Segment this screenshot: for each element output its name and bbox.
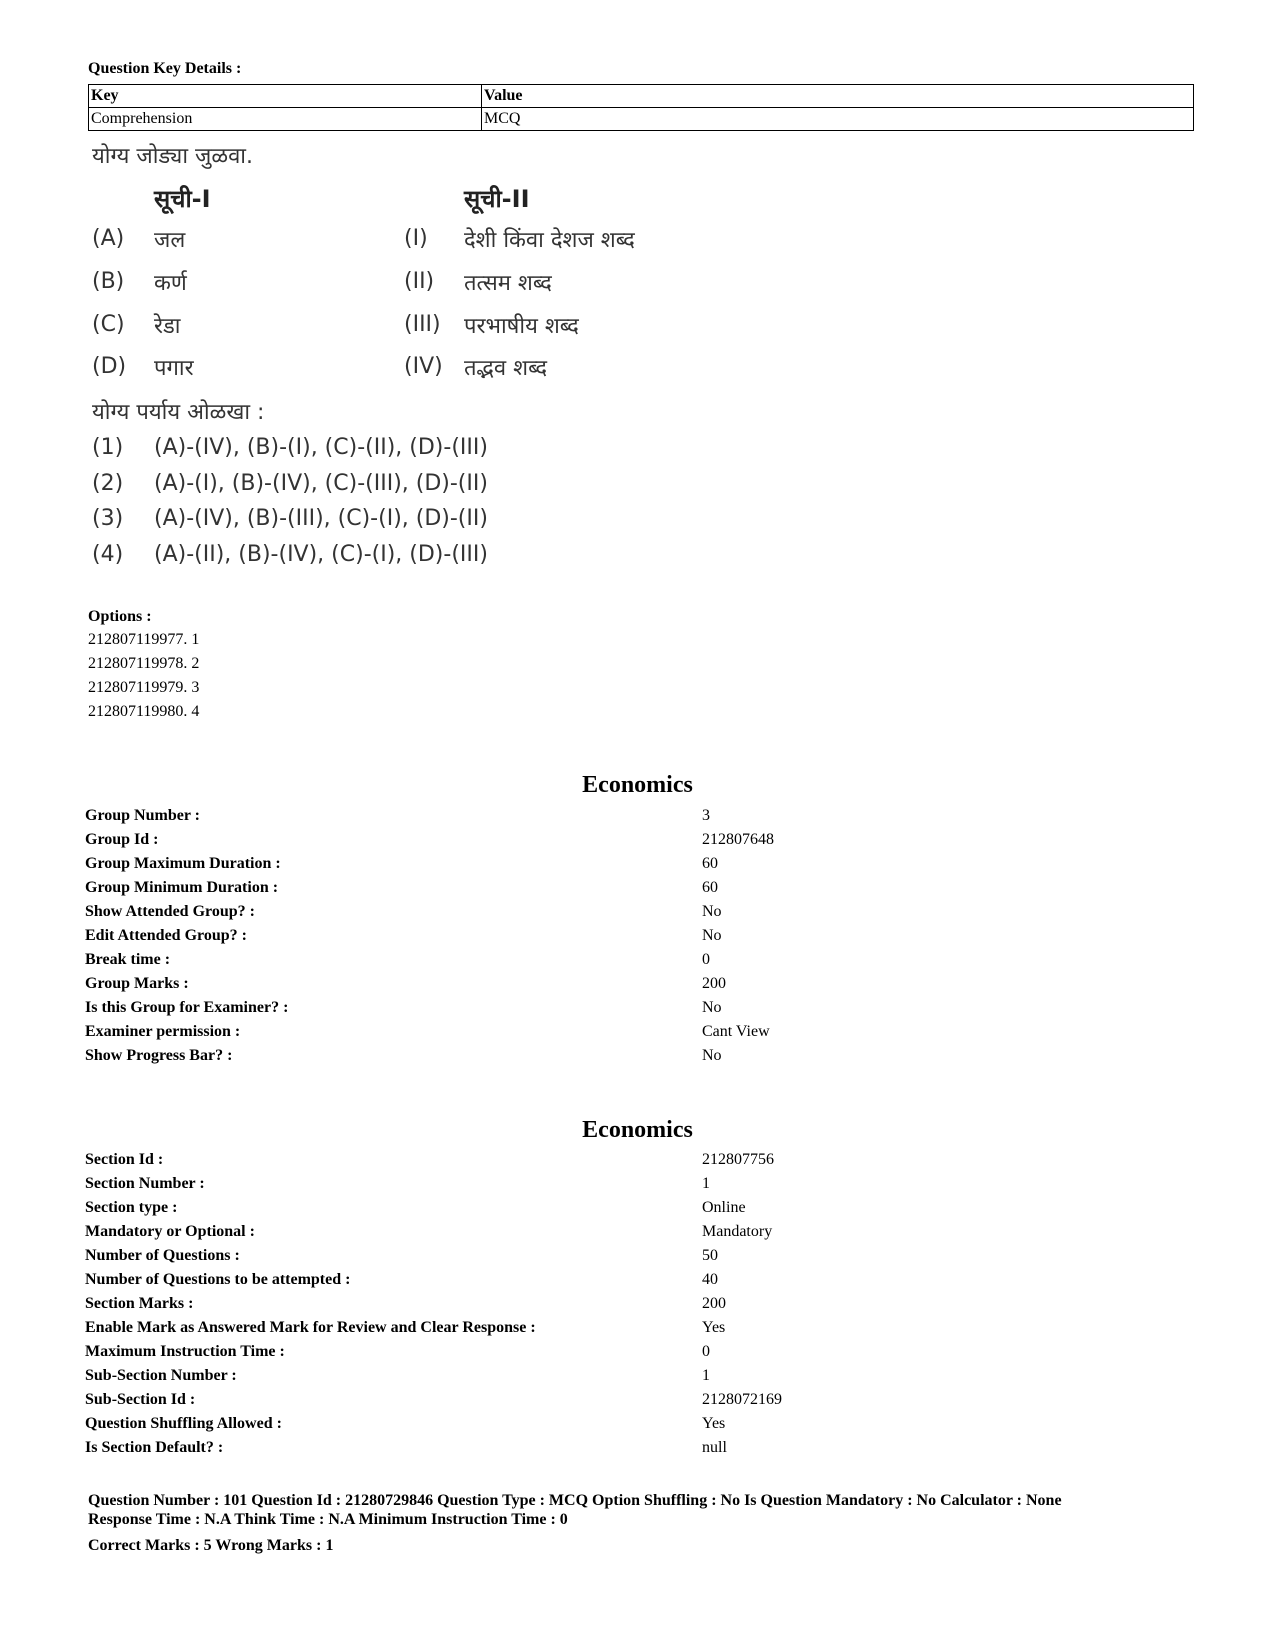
group-key: Break time : — [85, 951, 171, 968]
group-value: No — [702, 903, 722, 920]
pair-label-iii: (III) — [404, 312, 441, 337]
section-value: 0 — [702, 1343, 710, 1360]
section-value: Yes — [702, 1415, 726, 1432]
question-meta-line-2: Response Time : N.A Think Time : N.A Minimum Instruction Time : 0 — [88, 1511, 568, 1528]
table-header-value: Value — [482, 85, 1194, 108]
question-instruction: योग्य जोड्या जुळवा. — [92, 144, 253, 169]
section-title: Economics — [582, 1117, 693, 1143]
section-key: Mandatory or Optional : — [85, 1223, 255, 1240]
group-value: 60 — [702, 879, 718, 896]
section-value: 1 — [702, 1175, 710, 1192]
pair-label-c: (C) — [92, 312, 125, 337]
group-key: Show Attended Group? : — [85, 903, 255, 920]
group-value: Cant View — [702, 1023, 770, 1040]
table-cell-value: MCQ — [482, 108, 1194, 131]
list-2-title: सूची-II — [464, 185, 530, 213]
group-value: 212807648 — [702, 831, 774, 848]
section-key: Enable Mark as Answered Mark for Review and Clear Response : — [85, 1319, 536, 1336]
pair-word-c: रेडा — [154, 314, 181, 339]
question-key-details-label: Question Key Details : — [88, 60, 242, 77]
group-value: No — [702, 927, 722, 944]
pair-label-a: (A) — [92, 226, 125, 251]
section-value: 50 — [702, 1247, 718, 1264]
pair-label-i: (I) — [404, 226, 428, 251]
group-key: Examiner permission : — [85, 1023, 241, 1040]
question-key-table — [88, 84, 1194, 131]
answer-text-3: (A)-(IV), (B)-(III), (C)-(I), (D)-(II) — [154, 506, 488, 531]
section-value: Mandatory — [702, 1223, 773, 1240]
pair-word-b: कर्ण — [154, 271, 187, 296]
group-key: Group Number : — [85, 807, 200, 824]
group-value: 0 — [702, 951, 710, 968]
pair-label-b: (B) — [92, 269, 125, 294]
pair-word-a: जल — [154, 228, 186, 253]
section-key: Section Number : — [85, 1175, 205, 1192]
option-item-2: 212807119978. 2 — [88, 655, 200, 672]
group-value: 200 — [702, 975, 726, 992]
section-key: Sub-Section Number : — [85, 1367, 237, 1384]
section-key: Number of Questions : — [85, 1247, 240, 1264]
group-key: Group Marks : — [85, 975, 189, 992]
section-key: Section Id : — [85, 1151, 164, 1168]
pair-word-ii: तत्सम शब्द — [464, 271, 552, 296]
table-row — [89, 108, 1194, 131]
table-cell-key: Comprehension — [89, 108, 482, 131]
section-value: null — [702, 1439, 727, 1456]
answer-text-2: (A)-(I), (B)-(IV), (C)-(III), (D)-(II) — [154, 471, 488, 496]
pair-word-iii: परभाषीय शब्द — [464, 314, 579, 339]
group-value: 60 — [702, 855, 718, 872]
answer-num-1: (1) — [92, 435, 124, 460]
section-value: 1 — [702, 1367, 710, 1384]
option-item-1: 212807119977. 1 — [88, 631, 200, 648]
pair-label-d: (D) — [92, 354, 127, 379]
group-key: Group Id : — [85, 831, 159, 848]
section-key: Section type : — [85, 1199, 178, 1216]
section-key: Maximum Instruction Time : — [85, 1343, 285, 1360]
choose-option-prompt: योग्य पर्याय ओळखा : — [92, 400, 265, 425]
section-value: 2128072169 — [702, 1391, 782, 1408]
section-value: 200 — [702, 1295, 726, 1312]
option-item-3: 212807119979. 3 — [88, 679, 200, 696]
section-key: Number of Questions to be attempted : — [85, 1271, 351, 1288]
group-key: Group Minimum Duration : — [85, 879, 279, 896]
answer-num-4: (4) — [92, 542, 124, 567]
group-title: Economics — [582, 772, 693, 798]
section-value: Online — [702, 1199, 746, 1216]
options-label: Options : — [88, 608, 152, 625]
pair-label-ii: (II) — [404, 269, 435, 294]
group-key: Is this Group for Examiner? : — [85, 999, 289, 1016]
group-value: 3 — [702, 807, 710, 824]
pair-word-iv: तद्भव शब्द — [464, 356, 548, 381]
pair-label-iv: (IV) — [404, 354, 443, 379]
section-key: Is Section Default? : — [85, 1439, 224, 1456]
option-item-4: 212807119980. 4 — [88, 703, 200, 720]
table-header-row — [89, 85, 1194, 108]
group-key: Group Maximum Duration : — [85, 855, 281, 872]
section-value: Yes — [702, 1319, 726, 1336]
answer-text-4: (A)-(II), (B)-(IV), (C)-(I), (D)-(III) — [154, 542, 488, 567]
pair-word-i: देशी किंवा देशज शब्द — [464, 228, 635, 253]
section-key: Sub-Section Id : — [85, 1391, 196, 1408]
group-value: No — [702, 999, 722, 1016]
section-key: Section Marks : — [85, 1295, 194, 1312]
answer-num-2: (2) — [92, 471, 124, 496]
table-header-key: Key — [89, 85, 482, 108]
list-1-title: सूची-I — [154, 185, 211, 213]
group-value: No — [702, 1047, 722, 1064]
question-image — [92, 140, 692, 610]
pair-word-d: पगार — [154, 356, 194, 381]
section-value: 212807756 — [702, 1151, 774, 1168]
section-key: Question Shuffling Allowed : — [85, 1415, 282, 1432]
question-meta-line-1: Question Number : 101 Question Id : 21280729846 Question Type : MCQ Option Shuffling : No Is Question Mandatory : No Calculator : None — [88, 1492, 1062, 1509]
group-key: Show Progress Bar? : — [85, 1047, 233, 1064]
answer-num-3: (3) — [92, 506, 124, 531]
question-meta-line-3: Correct Marks : 5 Wrong Marks : 1 — [88, 1537, 334, 1554]
section-value: 40 — [702, 1271, 718, 1288]
answer-text-1: (A)-(IV), (B)-(I), (C)-(II), (D)-(III) — [154, 435, 488, 460]
group-key: Edit Attended Group? : — [85, 927, 247, 944]
